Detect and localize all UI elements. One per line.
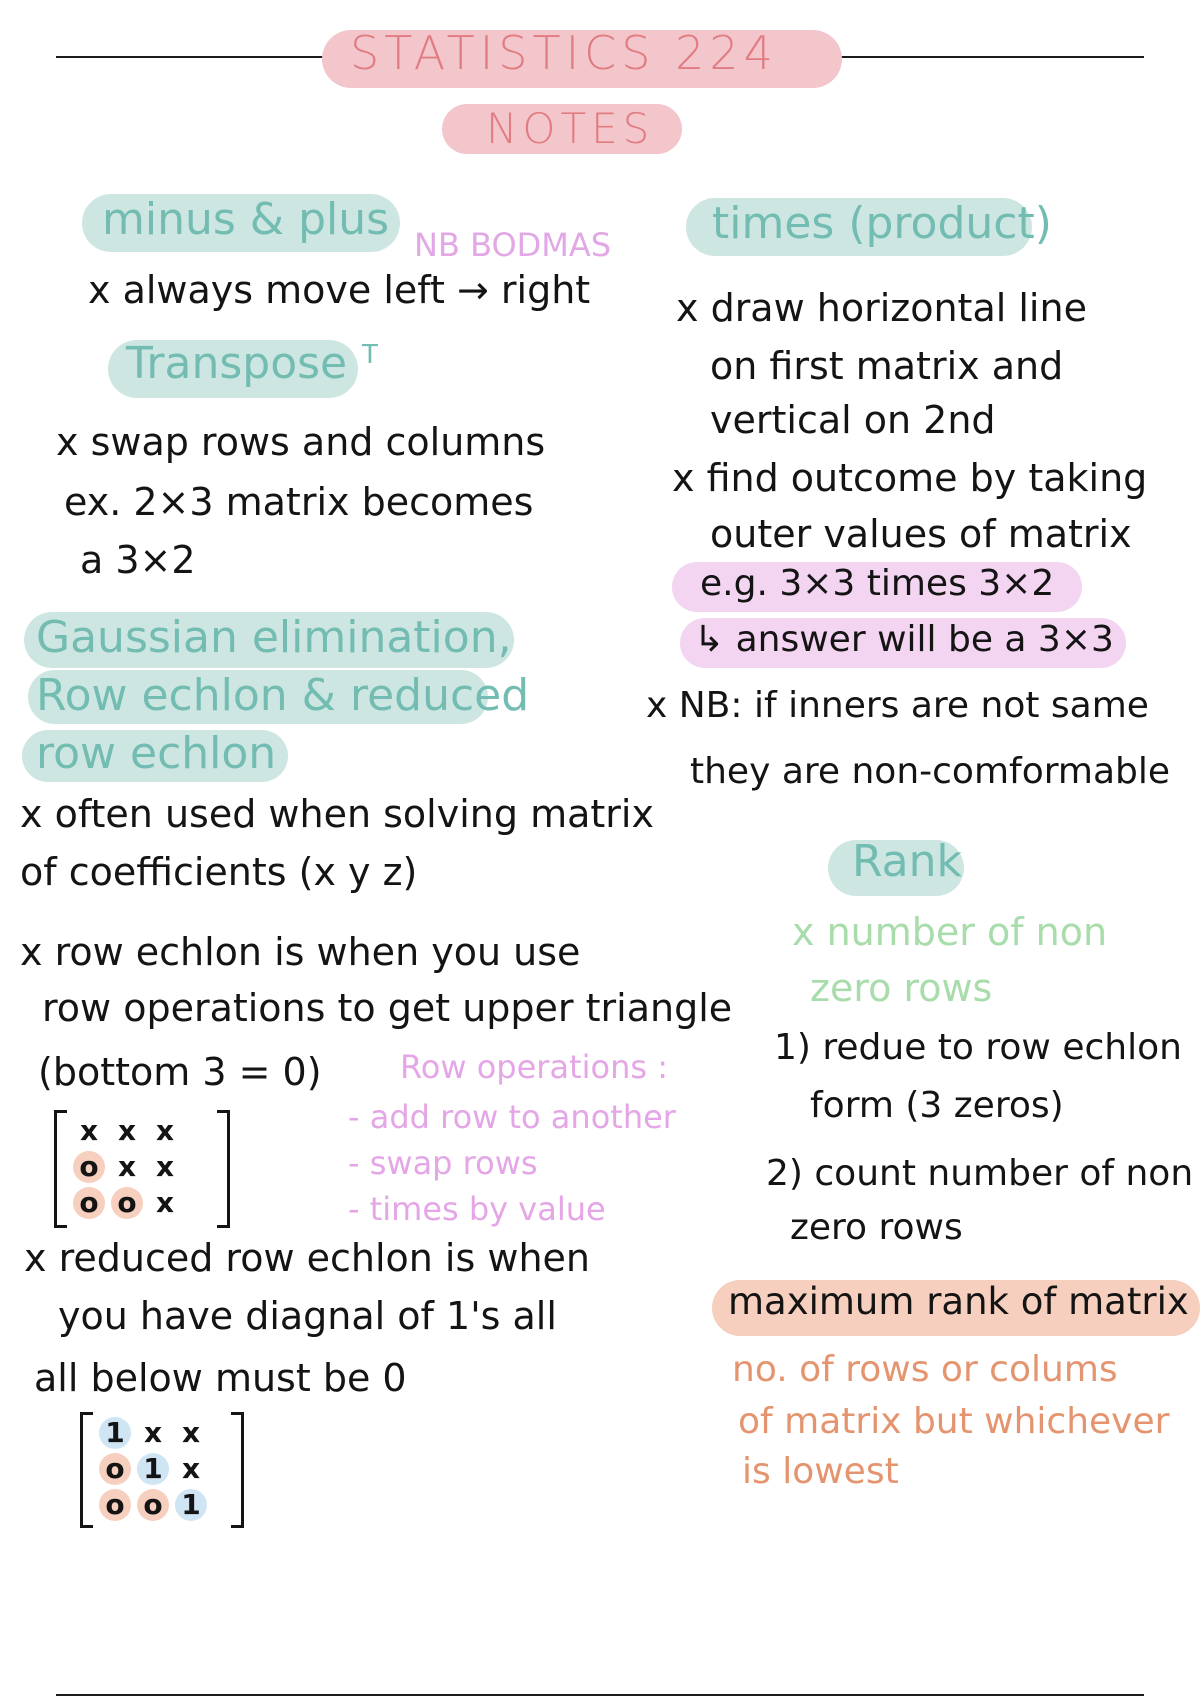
- times-example: e.g. 3×3 times 3×2: [700, 563, 1055, 604]
- minus-plus-line: x always move left → right: [88, 268, 591, 312]
- matrix-cell: x: [143, 1415, 163, 1449]
- max-rank-line-3: is lowest: [742, 1451, 899, 1492]
- matrix-cell: 1: [172, 1486, 210, 1522]
- matrix-right-bracket: [217, 1110, 230, 1228]
- times-line-1: x draw horizontal line: [676, 286, 1087, 330]
- times-line-3: vertical on 2nd: [710, 398, 996, 442]
- rank-heading: Rank: [852, 836, 962, 887]
- matrix-right-bracket: [231, 1412, 244, 1528]
- page-title: STATISTICS 224: [350, 26, 778, 80]
- bodmas-note: NB BODMAS: [414, 226, 612, 264]
- rank-def-line-2: zero rows: [810, 966, 993, 1010]
- max-rank-line-1: no. of rows or colums: [732, 1349, 1118, 1390]
- matrix-cell: o: [96, 1450, 134, 1486]
- matrix-cell: o: [134, 1486, 172, 1522]
- matrix-cell: o: [108, 1184, 146, 1220]
- max-rank-heading: maximum rank of matrix: [728, 1280, 1189, 1323]
- reduced-line-2: you have diagnal of 1's all: [58, 1294, 557, 1338]
- matrix-left-bracket: [80, 1412, 93, 1528]
- gaussian-used-line-2: of coefficients (x y z): [20, 850, 418, 894]
- matrix-cell: x: [117, 1113, 137, 1147]
- minus-plus-heading: minus & plus: [102, 194, 390, 245]
- matrix-cell: 1: [96, 1414, 134, 1450]
- transpose-line-2: ex. 2×3 matrix becomes: [64, 480, 534, 524]
- matrix-cell: x: [155, 1149, 175, 1183]
- times-answer: ↳ answer will be a 3×3: [694, 619, 1114, 660]
- gaussian-heading-line-2: Row echlon & reduced: [36, 670, 530, 721]
- row-ops-item-3: - times by value: [348, 1190, 606, 1228]
- matrix-cell: x: [155, 1113, 175, 1147]
- matrix-cell: o: [96, 1486, 134, 1522]
- row-echelon-line-2: row operations to get upper triangle: [42, 986, 733, 1030]
- bottom-rule: [56, 1694, 1144, 1696]
- matrix-cell: x: [155, 1185, 175, 1219]
- reduced-line-1: x reduced row echlon is when: [24, 1236, 590, 1280]
- transpose-superscript: T: [362, 340, 378, 370]
- matrix-cell: x: [79, 1113, 99, 1147]
- transpose-line-1: x swap rows and columns: [56, 420, 546, 464]
- gaussian-used-line-1: x often used when solving matrix: [20, 792, 654, 836]
- rank-def-line-1: x number of non: [792, 910, 1108, 954]
- row-ops-item-1: - add row to another: [348, 1098, 676, 1136]
- matrix-cell: 1: [134, 1450, 172, 1486]
- matrix-reduced-row-echelon: [80, 1412, 244, 1528]
- row-echelon-line-3: (bottom 3 = 0): [38, 1050, 322, 1094]
- times-line-5: outer values of matrix: [710, 512, 1132, 556]
- transpose-line-3: a 3×2: [80, 538, 196, 582]
- times-heading: times (product): [712, 198, 1052, 249]
- max-rank-line-2: of matrix but whichever: [738, 1401, 1170, 1442]
- rank-step1-line-2: form (3 zeros): [810, 1085, 1064, 1126]
- matrix-cell: x: [181, 1415, 201, 1449]
- gaussian-heading-line-3: row echlon: [36, 728, 277, 779]
- matrix-row-echelon: [54, 1110, 230, 1228]
- matrix-cell: x: [181, 1451, 201, 1485]
- gaussian-heading-line-1: Gaussian elimination,: [36, 612, 512, 663]
- matrix-cell: x: [117, 1149, 137, 1183]
- rank-step2-line-2: zero rows: [790, 1207, 963, 1248]
- rank-step1-line-1: 1) redue to row echlon: [774, 1027, 1182, 1068]
- page-subtitle: NOTES: [486, 104, 655, 153]
- times-line-4: x find outcome by taking: [672, 456, 1148, 500]
- row-ops-item-2: - swap rows: [348, 1144, 538, 1182]
- times-nb-line-2: they are non-comformable: [690, 751, 1171, 792]
- reduced-line-3: all below must be 0: [34, 1356, 407, 1400]
- times-nb-line-1: x NB: if inners are not same: [646, 685, 1149, 726]
- row-echelon-line-1: x row echlon is when you use: [20, 930, 581, 974]
- row-ops-title: Row operations :: [400, 1048, 668, 1086]
- times-line-2: on first matrix and: [710, 344, 1064, 388]
- matrix-cell: o: [70, 1148, 108, 1184]
- transpose-heading: Transpose: [126, 338, 348, 389]
- matrix-cell: o: [70, 1184, 108, 1220]
- rank-step2-line-1: 2) count number of non: [766, 1153, 1194, 1194]
- matrix-left-bracket: [54, 1110, 67, 1228]
